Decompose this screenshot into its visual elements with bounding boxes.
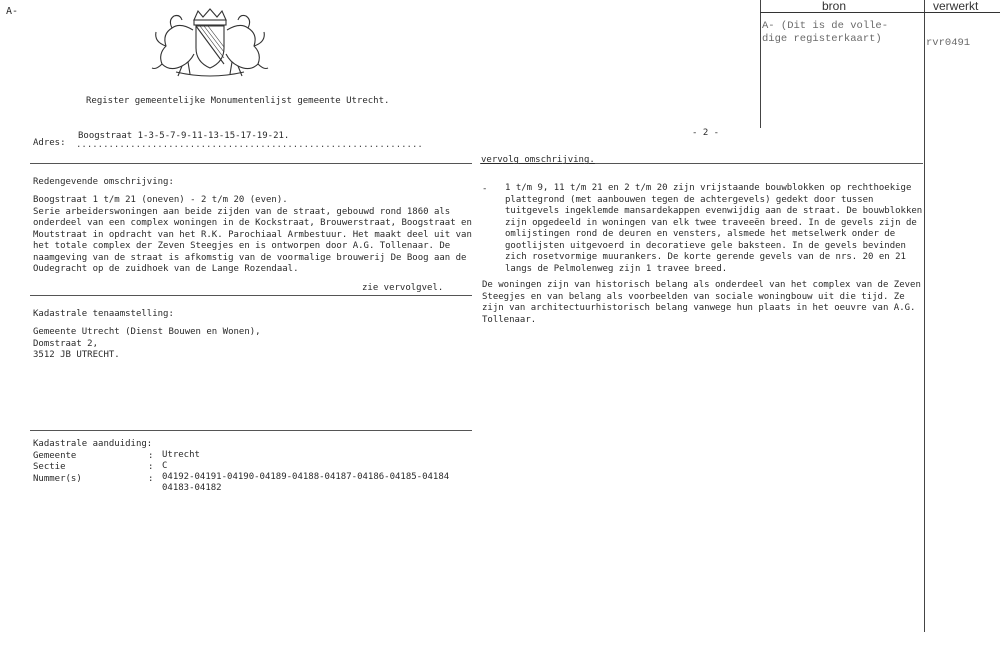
- aanduiding-label-sectie: Sectie: [33, 462, 66, 472]
- text-line: Domstraat 2,: [33, 338, 99, 349]
- divider: [30, 163, 472, 164]
- page-number: - 2 -: [692, 128, 720, 138]
- text-line: tuitgevels ingeklemde mansardekappen evenwijdig aan de straat. De bouwblokken: [505, 206, 923, 216]
- text-line: gootlijsten uitgevoerd in decoratieve gele baksteen. In de gevels bevinden: [505, 240, 906, 251]
- text-line: langs de Pelmolenweg zijn 1 travee breed.: [505, 263, 728, 274]
- corner-mark: A-: [6, 6, 19, 17]
- bron-line: dige registerkaart): [762, 33, 882, 45]
- panel-border: [924, 0, 925, 632]
- panel-border: [760, 0, 761, 128]
- aanduiding-value-nummers: 04192-04191-04190-04189-04188-04187-04186-04185-04184: [162, 472, 450, 482]
- text-line: Gemeente Utrecht (Dienst Bouwen en Wonen),: [33, 327, 261, 337]
- aanduiding-heading: Kadastrale aanduiding:: [33, 439, 153, 449]
- register-title: Register gemeentelijke Monumentenlijst gemeente Utrecht.: [86, 96, 390, 106]
- aanduiding-value-nummers-extra: 04183-04182: [162, 483, 222, 493]
- verwerkt-header: verwerkt: [933, 0, 979, 13]
- redengevende-text: [33, 195, 472, 276]
- divider: [30, 295, 472, 296]
- address-dotted-line: ................................................................: [76, 140, 423, 150]
- address-label: Adres:: [33, 138, 66, 148]
- text-line: onderdeel van een complex woningen in de Kockstraat, Brouwerstraat, Boogstraat en: [33, 218, 472, 228]
- text-line: Tollenaar.: [482, 314, 537, 325]
- aanduiding-sep: :: [148, 462, 154, 472]
- coat-of-arms-icon: [150, 6, 270, 78]
- address-value: Boogstraat 1-3-5-7-9-11-13-15-17-19-21.: [78, 131, 290, 141]
- bron-line: A- (Dit is de volle-: [762, 20, 889, 32]
- bron-header: bron: [822, 0, 847, 13]
- aanduiding-sep: :: [148, 474, 154, 484]
- text-line: omlijstingen rond de deuren en vensters, alsmede het metselwerk onder de: [505, 229, 896, 239]
- text-line: het totale complex der Zeven Steegjes en is ontworpen door A.G. Tollenaar. De: [33, 241, 451, 251]
- text-line: 1 t/m 9, 11 t/m 21 en 2 t/m 20 zijn vrijstaande bouwblokken op rechthoekige: [505, 183, 912, 193]
- aanduiding-label-gemeente: Gemeente: [33, 451, 77, 461]
- aanduiding-sep: :: [148, 451, 154, 461]
- text-line: plattegrond (met aanbouwen tegen de achtergevels) gedekt door tussen: [505, 194, 874, 205]
- text-line: Oudegracht op de zuidhoek van de Lange Rozendaal.: [33, 264, 299, 274]
- aanduiding-value-gemeente: Utrecht: [162, 450, 200, 460]
- vervolg-closing: [482, 280, 921, 326]
- text-line: Serie arbeiderswoningen aan beide zijden van de straat, gebouwd rond 1860 als: [33, 206, 451, 217]
- continued-note: zie vervolgvel.: [362, 283, 444, 293]
- text-line: zich rosetvormige muurankers. De korte gerende gevels van de nrs. 20 en 21: [505, 252, 906, 262]
- text-line: De woningen zijn van historisch belang als onderdeel van het complex van de Zeven: [482, 280, 921, 290]
- text-line: Steegjes en van belang als voorbeelden van sociale woningbouw uit die tijd. Ze: [482, 291, 905, 302]
- text-line: Moutstraat in opdracht van het R.K. Parochiaal Armbestuur. Het maakt deel uit van: [33, 229, 472, 240]
- text-line: Boogstraat 1 t/m 21 (oneven) - 2 t/m 20 (even).: [33, 195, 288, 205]
- aanduiding-value-sectie: C: [162, 461, 168, 471]
- text-line: zijn van architectuurhistorisch belang vanwege hun plaats in het oeuvre van A.G.: [482, 303, 916, 313]
- vervolg-heading: vervolg omschrijving.: [481, 155, 595, 165]
- vervolg-text: [505, 183, 922, 275]
- tenaamstelling-address: [33, 327, 261, 362]
- text-line: 3512 JB UTRECHT.: [33, 350, 120, 360]
- redengevende-heading: Redengevende omschrijving:: [33, 177, 174, 187]
- vervolg-bullet: -: [482, 184, 488, 194]
- verwerkt-value: rvr0491: [926, 37, 971, 49]
- text-line: zijn opgedeeld in woningen van elk twee traveeën breed. In de gevels zijn de: [505, 217, 917, 228]
- aanduiding-label-nummers: Nummer(s): [33, 474, 82, 484]
- divider: [30, 430, 472, 431]
- tenaamstelling-heading: Kadastrale tenaamstelling:: [33, 309, 174, 319]
- text-line: naamgeving van de straat is afkomstig van de voormalige brouwerij De Boog aan de: [33, 252, 467, 263]
